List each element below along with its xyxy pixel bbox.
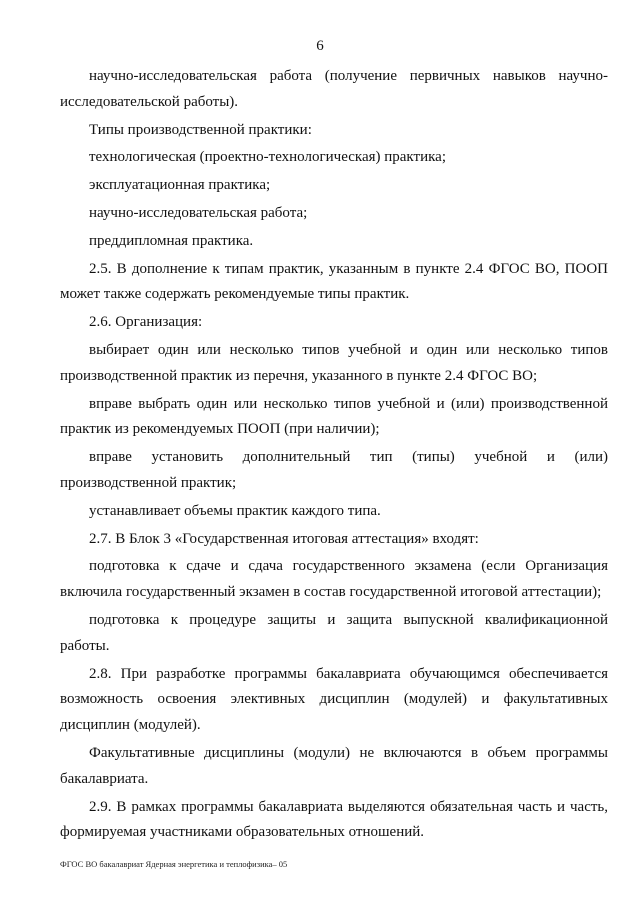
page-footer: ФГОС ВО бакалавриат Ядерная энергетика и теплофизика– 05 [60,859,288,869]
list-item-pre-diploma-practice: преддипломная практика. [89,232,254,249]
paragraph-2-8: 2.8. При разработке программы бакалавриата обучающимся обеспечивается возможность освоения элективных дисциплин (модулей) и факультативных дисциплин (модулей). [60,665,608,734]
list-item-research-work: научно-исследовательская работа; [89,204,308,221]
paragraph-2-6: 2.6. Организация: [89,314,203,331]
list-item-thesis-defense: подготовка к процедуре защиты и защита выпускной квалификационной работы. [60,611,608,654]
list-item-sets-volumes: устанавливает объемы практик каждого типа. [89,502,381,519]
list-item-technological-practice: технологическая (проектно-технологическая) практика; [89,149,446,166]
page-number: 6 [316,38,324,54]
paragraph-production-practice-types: Типы производственной практики: [89,121,312,138]
list-item-state-exam: подготовка к сдаче и сдача государственного экзамена (если Организация включила государственный экзамен в состав государственной итоговой аттестации); [60,558,608,601]
paragraph-2-5: 2.5. В дополнение к типам практик, указанным в пункте 2.4 ФГОС ВО, ПООП может также содержать рекомендуемые типы практик. [60,260,608,303]
paragraph-2-7: 2.7. В Блок 3 «Государственная итоговая аттестация» входят: [89,530,479,547]
list-item-may-set-additional: вправе установить дополнительный тип (типы) учебной и (или) производственной практик; [60,449,608,491]
paragraph-research-work: научно-исследовательская работа (получение первичных навыков научно-исследовательской работы). [60,68,608,110]
paragraph-2-9: 2.9. В рамках программы бакалавриата выделяются обязательная часть и часть, формируемая участниками образовательных отношений. [60,798,608,841]
list-item-may-choose-recommended: вправе выбрать один или несколько типов учебной и (или) производственной практик из рекомендуемых ПООП (при наличии); [60,395,608,438]
list-item-operational-practice: эксплуатационная практика; [89,177,271,194]
list-item-selects-practice-types: выбирает один или несколько типов учебной и один или несколько типов производственной практик из перечня, указанного в пункте 2.4 ФГОС ВО; [60,341,608,384]
document-body [60,64,608,846]
paragraph-optional-disciplines: Факультативные дисциплины (модули) не включаются в объем программы бакалавриата. [60,744,608,787]
